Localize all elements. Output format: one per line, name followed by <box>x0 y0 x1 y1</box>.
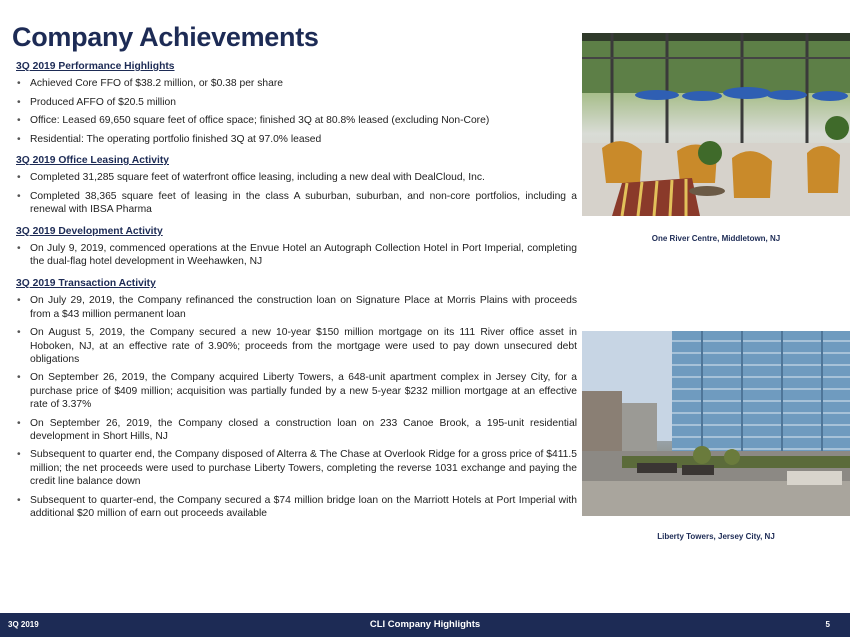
photo-caption: Liberty Towers, Jersey City, NJ <box>657 532 775 541</box>
bullet-item: • Subsequent to quarter-end, the Company secured a $74 million bridge loan on the Marriott Hotels at Port Imperial with additional $20 million of earn out proceeds available <box>16 494 577 521</box>
page-number: 5 <box>825 620 830 629</box>
bullet-item: • Produced AFFO of $20.5 million <box>16 96 577 109</box>
bullet-item: • Achieved Core FFO of $38.2 million, or $0.38 per share <box>16 77 577 90</box>
bullet-item: • Residential: The operating portfolio finished 3Q at 97.0% leased <box>16 133 577 146</box>
section-heading: 3Q 2019 Office Leasing Activity <box>16 155 169 167</box>
section-transactions <box>16 277 577 521</box>
section-heading: 3Q 2019 Transaction Activity <box>16 277 156 289</box>
bullet-item: • On July 29, 2019, the Company refinanced the construction loan on Signature Place at Morris Plains with proceeds from a $43 million permanent loan <box>16 294 577 321</box>
footer-date: 3Q 2019 <box>8 620 39 629</box>
page-title: Company Achievements <box>12 22 319 52</box>
bullet-item: • Completed 31,285 square feet of waterfront office leasing, including a new deal with DealCloud, Inc. <box>16 171 577 184</box>
bullet-item: • On September 26, 2019, the Company closed a construction loan on 233 Canoe Brook, a 195-unit residential development in Short Hills, NJ <box>16 417 577 444</box>
section-development <box>16 225 577 269</box>
bullet-item: • Office: Leased 69,650 square feet of office space; finished 3Q at 80.8% leased (excluding Non-Core) <box>16 114 577 127</box>
bullet-item: • On September 26, 2019, the Company acquired Liberty Towers, a 648-unit apartment complex in Jersey City, for a purchase price of $409 million; acquisition was partially funded by a new 5-year $232 million mortgage at an effective rate of 3.37% <box>16 371 577 411</box>
liberty-towers-photo <box>582 331 850 516</box>
achievements-content <box>16 60 577 528</box>
bullet-item: • On August 5, 2019, the Company secured a new 10-year $150 million mortgage on its 111 River office asset in Hoboken, NJ, at an effective rate of 3.90%; proceeds from the mortgage were used to pay down unsecured debt obligations <box>16 326 577 366</box>
section-heading: 3Q 2019 Performance Highlights <box>16 61 175 72</box>
one-river-centre-photo <box>582 33 850 216</box>
section-heading: 3Q 2019 Development Activity <box>16 225 163 237</box>
bullet-item: • On July 9, 2019, commenced operations at the Envue Hotel an Autograph Collection Hotel in Port Imperial, completing the dual-flag hotel development in Weehawken, NJ <box>16 242 577 269</box>
footer-bar <box>0 613 850 637</box>
bullet-item: • Subsequent to quarter end, the Company disposed of Alterra & The Chase at Overlook Ridge for a gross price of $411.5 million; the net proceeds were used to purchase Liberty Towers, completing the reverse 1031 exchange and paying the credit line balance down <box>16 448 577 488</box>
bullet-item: • Completed 38,365 square feet of leasing in the class A suburban, suburban, and non-core portfolios, including a renewal with IBSA Pharma <box>16 190 577 217</box>
section-office-leasing <box>16 154 577 217</box>
section-performance <box>16 60 577 146</box>
footer-title: CLI Company Highlights <box>369 619 481 630</box>
photo-caption: One River Centre, Middletown, NJ <box>651 234 781 243</box>
